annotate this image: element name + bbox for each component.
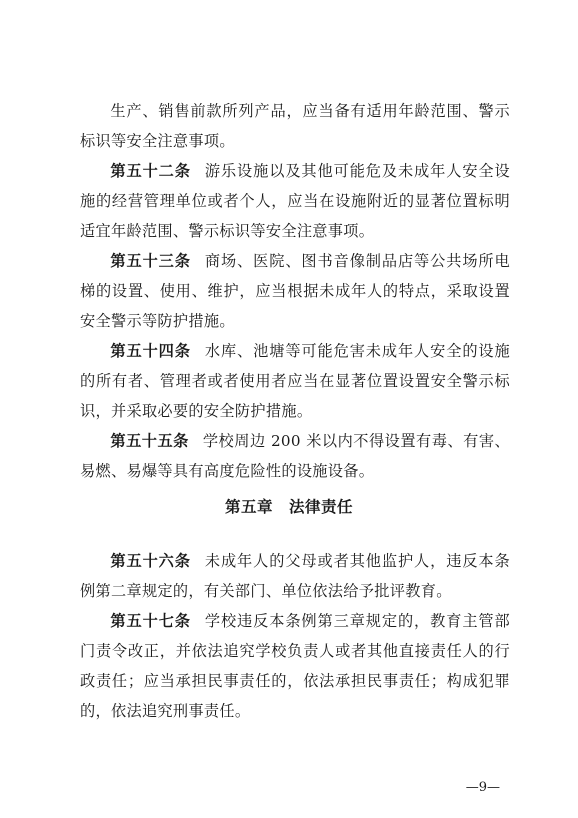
article-55: [80, 426, 510, 486]
article-text: 游乐设施以及其他可能危及未成年人安全设施的经营管理单位或者个人，应当在设施附近的显著位置标明适宜年龄范围、警示标识等安全注意事项。: [80, 162, 511, 240]
chapter-title: 第五章 法律责任: [224, 498, 353, 516]
articles-section-top: [80, 96, 510, 486]
article-57: [80, 606, 510, 726]
article-text: 商场、医院、图书音像制品店等公共场所电梯的设置、使用、维护，应当根据未成年人的特点，采取设置安全警示等防护措施。: [80, 252, 511, 330]
article-54: [80, 336, 510, 426]
article-number: 第五十七条: [110, 612, 191, 630]
articles-section-bottom: [80, 546, 510, 726]
article-number: 第五十五条: [110, 432, 189, 450]
article-number: 第五十六条: [110, 552, 191, 570]
article-text: 未成年人的父母或者其他监护人，违反本条例第二章规定的，有关部门、单位依法给予批评教育。: [80, 552, 511, 600]
article-number: 第五十二条: [110, 162, 191, 180]
article-56: [80, 546, 510, 606]
article-text: 水库、池塘等可能危害未成年人安全的设施的所有者、管理者或者使用者应当在显著位置设置安全警示标识，并采取必要的安全防护措施。: [80, 342, 511, 420]
article-53: [80, 246, 510, 336]
article-number: 第五十三条: [110, 252, 191, 270]
article-52: [80, 156, 510, 246]
article-text: 学校违反本条例第三章规定的，教育主管部门责令改正，并依法追究学校负责人或者其他直接责任人的行政责任；应当承担民事责任的，依法承担民事责任；构成犯罪的，依法追究刑事责任。: [80, 612, 511, 720]
article-number: 第五十四条: [110, 342, 191, 360]
article-text: 学校周边 200 米以内不得设置有毒、有害、易燃、易爆等具有高度危险性的设施设备。: [80, 432, 510, 480]
page-number: —9—: [465, 780, 500, 795]
paragraph-continuation: 生产、销售前款所列产品，应当备有适用年龄范围、警示标识等安全注意事项。: [80, 102, 510, 150]
